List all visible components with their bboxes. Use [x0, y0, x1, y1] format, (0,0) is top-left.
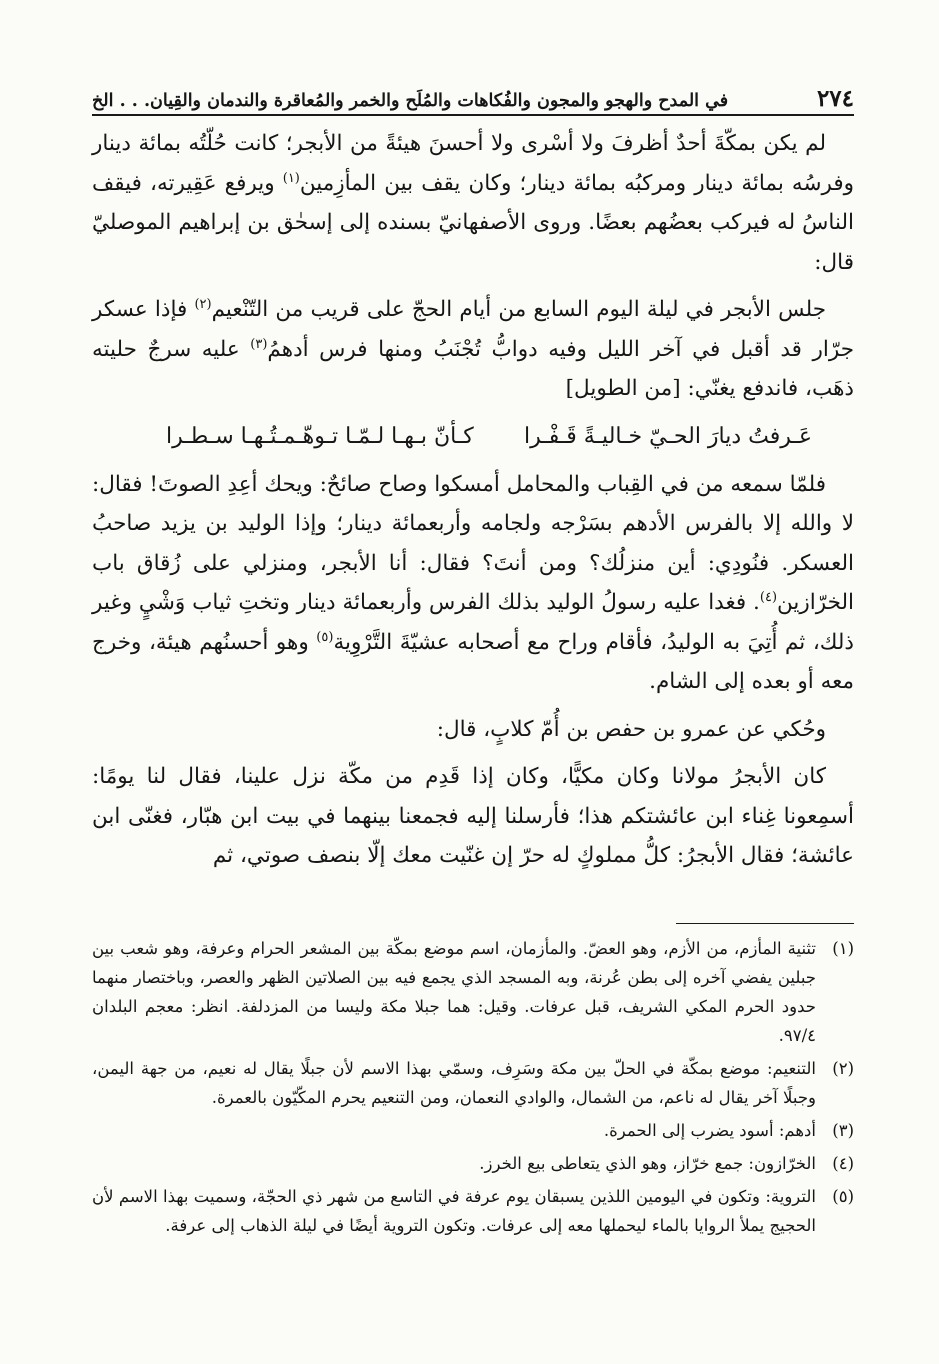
footnote-ref-5[interactable]: (٥)	[316, 629, 334, 645]
paragraph-2-text-b: فإذا عسكر جرّار قد أقبل في آخر الليل وفيه دوابُّ تُجْنَبُ ومنها فرس أدهمُ	[92, 297, 854, 362]
page-number: ٢٧٤	[816, 85, 854, 112]
paragraph-4: وحُكي عن عمرو بن حفص بن أُمّ كلابٍ، قال:	[436, 716, 826, 742]
footnote-ref-3[interactable]: (٣)	[250, 336, 268, 352]
footnote-number: (١)	[832, 939, 854, 958]
verse-first-hemistich: عَـرفتُ ديارَ الحـيّ خـاليـةً قَـفْـرا	[524, 423, 812, 449]
running-title: في المدح والهجو والمجون والفُكاهات والمُلَح والخمر والمُعاقرة والندمان والقِيان. . . الخ	[92, 90, 729, 111]
footnote-text: التروية: وتكون في اليومين اللذين يسبقان يوم عرفة في التاسع من شهر ذي الحجّة، وسميت بهذا الاسم لأن الحجيج يملأ الروايا بالماء ليحملها معه إلى عرفات. وتكون التروية أيضًا في ليلة الذهاب إلى عرفة.	[92, 1187, 816, 1235]
paragraph-1-text-a: لم يكن بمكّةَ أحدٌ أظرفَ ولا أسْرى ولا أحسنَ هيئةً من الأبجر؛ كانت حُلّتُه بمائة دينار وفرسُه بمائة دينار ومركبُه بمائة دينار؛ وكان يقف بين المأزِمين	[92, 131, 854, 196]
paragraph-2-text-a: جلس الأبجر في ليلة اليوم السابع من أيام الحجّ على قريب من التّنْعيم	[211, 297, 826, 322]
footnote-number: (٥)	[832, 1187, 854, 1206]
footnote-number: (٣)	[832, 1121, 854, 1140]
footnote-2	[92, 1054, 854, 1112]
paragraph-1	[92, 124, 854, 282]
footnote-text: التنعيم: موضع بمكّة في الحلّ بين مكة وسَرِف، وسمّي بهذا الاسم لأن جبلًا يقال له نعيم، من جهة اليمن، وجبلًا آخر يقال له ناعم، من الشمال، والوادي النعمان، ومن التنعيم يحرم المكّيّون بالعمرة.	[92, 1059, 816, 1107]
footnotes	[92, 934, 854, 1244]
poetry-verse	[92, 417, 854, 457]
paragraph-2-text-c: عليه سرجٌ حليته ذهَب، فاندفع يغنّي: [من الطويل]	[92, 336, 854, 401]
footnote-ref-1[interactable]: (١)	[282, 170, 300, 186]
footnote-4	[92, 1149, 854, 1178]
footnote-1	[92, 934, 854, 1050]
page-header	[92, 80, 854, 116]
verse-second-hemistich: كـأنّ بـهـا لـمّـا تـوهّـمـتُـهـا سـطـرا	[166, 423, 474, 449]
paragraph-3	[92, 465, 854, 702]
footnote-text: الخرّازون: جمع خرّاز، وهو الذي يتعاطى بيع الخرز.	[479, 1154, 816, 1173]
footnote-ref-2[interactable]: (٢)	[194, 296, 212, 312]
footnote-5	[92, 1182, 854, 1240]
paragraph-3-text-c: وهو أحسنُهم هيئة، وخرج معه أو بعده إلى الشام.	[92, 629, 854, 694]
paragraph-2	[92, 290, 854, 409]
paragraph-5: كان الأبجرُ مولانا وكان مكيًّا، وكان إذا قَدِم من مكّة نزل علينا، فقال لنا يومًا: أسمِعونا غِناء ابن عائشتكم هذا؛ فأرسلنا إليه فجمعنا بينهما في بيت ابن هبّار، فغنّى ابن عائشة؛ فقال الأبجرُ: كلُّ مملوكٍ له حرّ إن غنّيت معك إلّا بنصف صوتي، ثم	[92, 764, 854, 868]
paragraph-1-text-b: ويرفع عَقِيرته، فيقف الناسُ له فيركب بعضُهم بعضًا. وروى الأصفهانيّ بسنده إلى إسحٰق بن إبراهيم الموصليّ قال:	[92, 170, 854, 275]
footnote-ref-4[interactable]: (٤)	[759, 589, 778, 605]
footnote-text: أدهم: أسود يضرب إلى الحمرة.	[603, 1121, 816, 1140]
footnote-text: تثنية المأزم، من الأزم، وهو العضّ. والمأزمان، اسم موضع بمكّة بين المشعر الحرام وعرفة، وهو شعب بين جبلين يفضي آخره إلى بطن عُرنة، وبه المسجد الذي يجمع فيه بين الصلاتين الظهر والعصر، وباختصار منهما حدود الحرم المكي الشريف، قبل عرفات. وقيل: هما جبلا مكة وليسا من المزدلفة. انظر: معجم البلدان ٩٧/٤.	[92, 939, 816, 1045]
footnote-3	[92, 1116, 854, 1145]
paragraph-3-text-a: فلمّا سمعه من في القِباب والمحامل أمسكوا وصاح صائحٌ: ويحك أعِدِ الصوتَ! فقال: لا والله إلا بالفرس الأدهم بسَرْجه ولجامه وأربعمائة دينار؛ وإذا الوليد بن يزيد صاحبُ العسكر. فنُودِي: أين منزلُك؟ ومن أنتَ؟ فقال: أنا الأبجر، ومنزلي على زُقاق باب الخرّازين	[92, 471, 854, 615]
footnote-separator	[676, 923, 854, 924]
footnote-number: (٤)	[832, 1154, 854, 1173]
footnote-number: (٢)	[832, 1059, 854, 1078]
main-text	[92, 124, 854, 876]
paragraph-3-text-b: . فغدا عليه رسولُ الوليد بذلك الفرس وأربعمائة دينار وتختِ ثياب وَشْيٍ وغير ذلك، ثم أُتِيَ به الوليدُ، فأقام وراح مع أصحابه عشيّةَ التَّرْوِية	[92, 590, 854, 655]
